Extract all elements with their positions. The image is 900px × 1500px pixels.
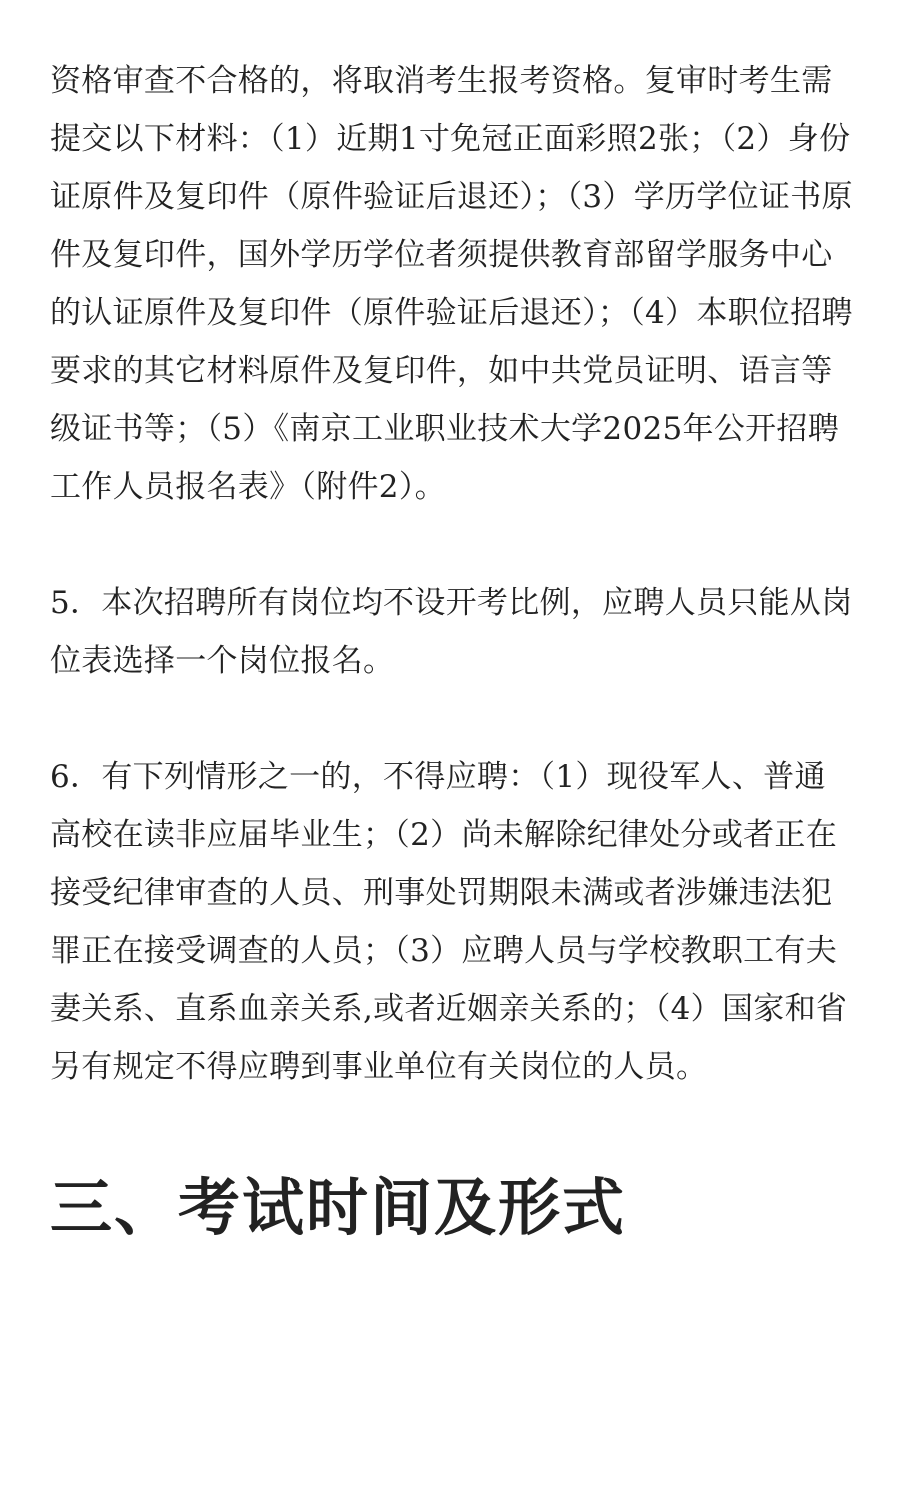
section-heading: 三、考试时间及形式 <box>50 1171 627 1244</box>
article-body <box>50 52 855 1248</box>
paragraph-item-6: 6．有下列情形之一的，不得应聘：（1）现役军人、普通高校在读非应届毕业生；（2）尚未解除纪律处分或者正在接受纪律审查的人员、刑事处罚期限未满或者涉嫌违法犯罪正在接受调查的人员；（3）应聘人员与学校教职工有夫妻关系、直系血亲关系,或者近姻亲关系的；（4）国家和省另有规定不得应聘到事业单位有关岗位的人员。 <box>50 759 848 1085</box>
paragraph-materials: 资格审查不合格的，将取消考生报考资格。复审时考生需提交以下材料：（1）近期1寸免冠正面彩照2张；（2）身份证原件及复印件（原件验证后退还）；（3）学历学位证书原件及复印件，国外学历学位者须提供教育部留学服务中心的认证原件及复印件（原件验证后退还）；（4）本职位招聘要求的其它材料原件及复印件，如中共党员证明、语言等级证书等；（5）《南京工业职业技术大学2025年公开招聘工作人员报名表》（附件2）。 <box>50 63 853 505</box>
paragraph-item-5: 5．本次招聘所有岗位均不设开考比例，应聘人员只能从岗位表选择一个岗位报名。 <box>50 585 853 679</box>
